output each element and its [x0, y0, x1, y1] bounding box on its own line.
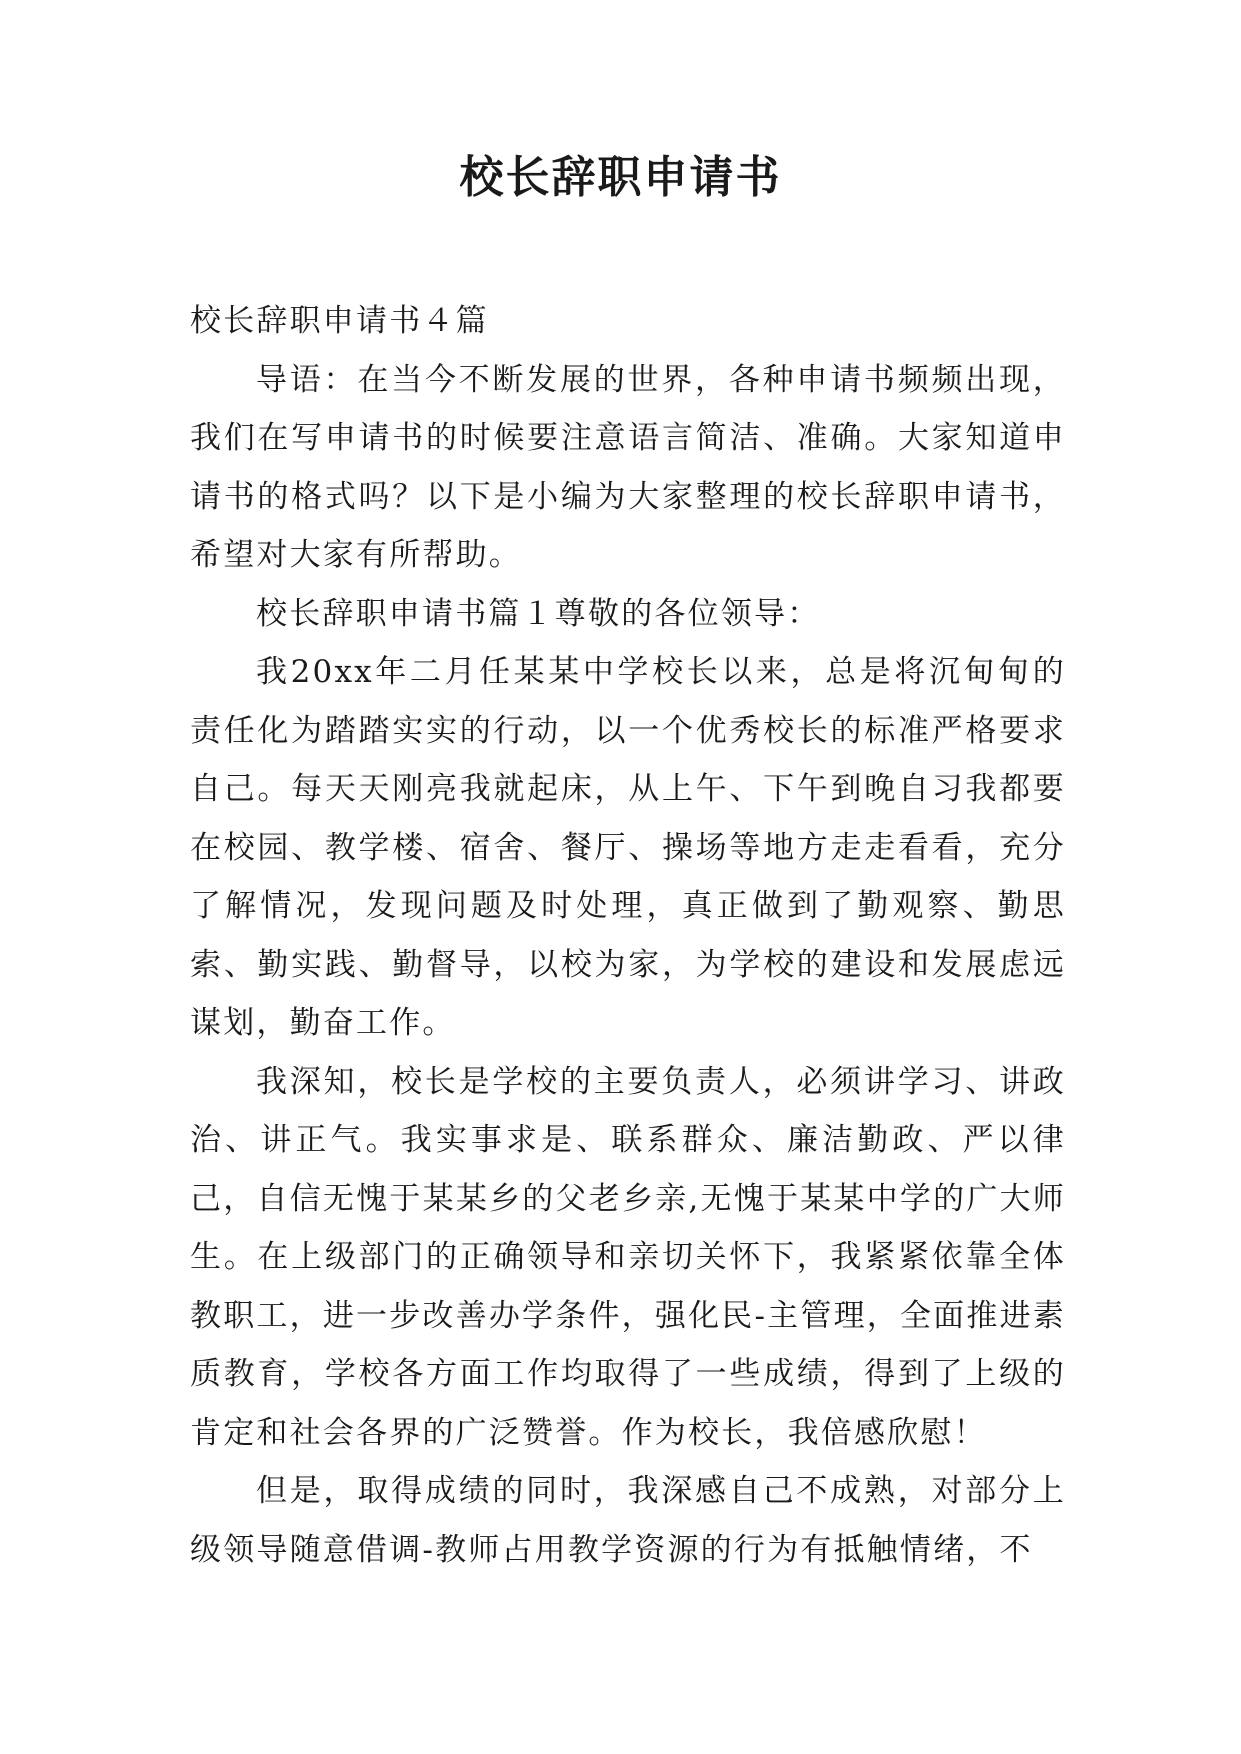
paragraph-body-3: 但是，取得成绩的同时，我深感自己不成熟，对部分上级领导随意借调-教师占用教学资源的行为有抵触情绪，不 [190, 1473, 1066, 1568]
document-subtitle: 校长辞职申请书４篇 [190, 303, 489, 339]
document-title: 校长辞职申请书 [459, 152, 782, 203]
paragraph-intro: 导语：在当今不断发展的世界，各种申请书频频出现，我们在写申请书的时候要注意语言简洁、准确。大家知道申请书的格式吗？以下是小编为大家整理的校长辞职申请书，希望对大家有所帮助。 [190, 361, 1066, 573]
paragraph-body-2: 我深知，校长是学校的主要负责人，必须讲学习、讲政治、讲正气。我实事求是、联系群众、廉洁勤政、严以律己，自信无愧于某某乡的父老乡亲,无愧于某某中学的广大师生。在上级部门的正确领导和亲切关怀下，我紧紧依靠全体教职工，进一步改善办学条件，强化民-主管理，全面推进素质教育，学校各方面工作均取得了一些成绩，得到了上级的肯定和社会各界的广泛赞誉。作为校长，我倍感欣慰！ [190, 1063, 1066, 1451]
document-body [190, 292, 1066, 1579]
paragraph-body-1: 我20xx年二月任某某中学校长以来，总是将沉甸甸的责任化为踏踏实实的行动，以一个优秀校长的标准严格要求自己。每天天刚亮我就起床，从上午、下午到晚自习我都要在校园、教学楼、宿舍、餐厅、操场等地方走走看看，充分了解情况，发现问题及时处理，真正做到了勤观察、勤思索、勤实践、勤督导，以校为家，为学校的建设和发展虑远谋划，勤奋工作。 [190, 654, 1066, 1041]
paragraph-salutation: 校长辞职申请书篇１尊敬的各位领导： [256, 595, 821, 632]
